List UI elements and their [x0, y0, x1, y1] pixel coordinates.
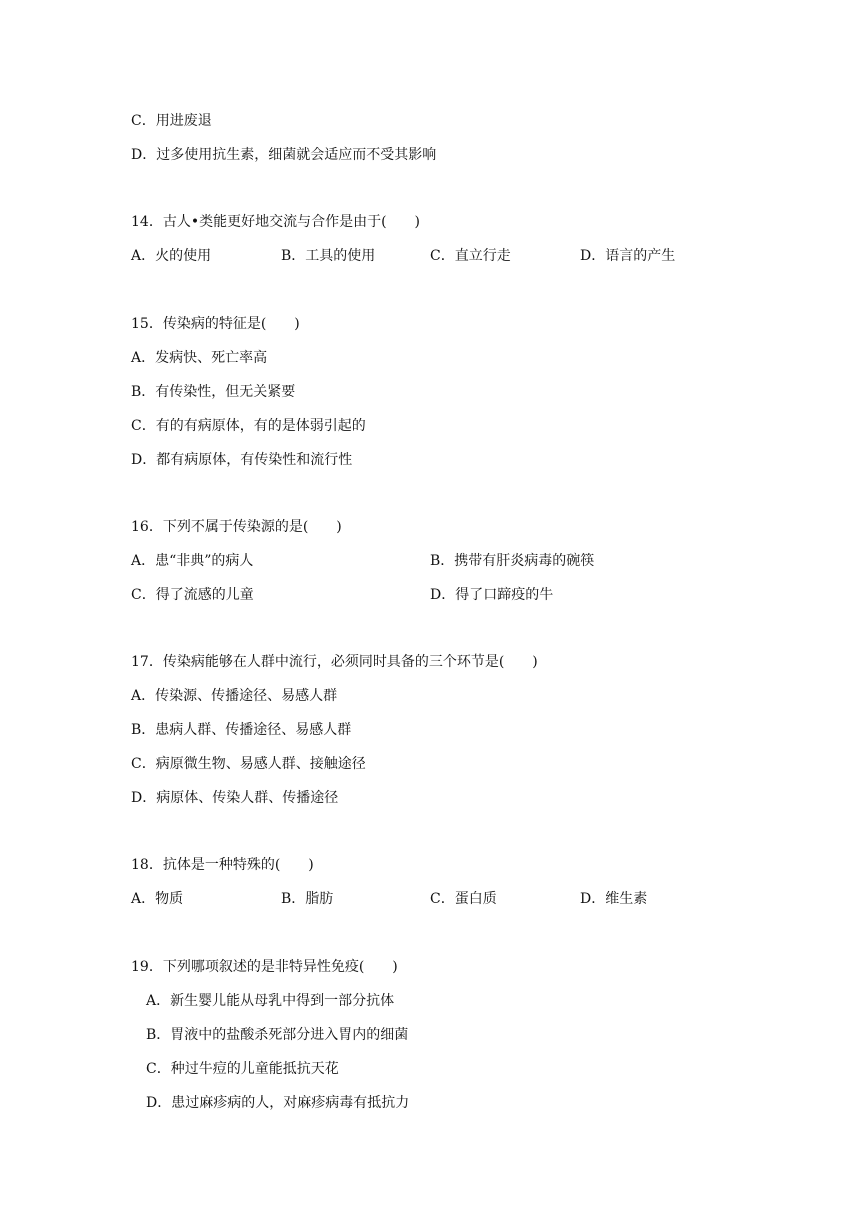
q15-option-a: A．发病快、死亡率高 — [131, 350, 268, 366]
q17-option-b: B．患病人群、传播途径、易感人群 — [131, 722, 352, 738]
q19-option-c: C．种过牛痘的儿童能抵抗天花 — [146, 1061, 339, 1077]
q14-option-d: D．语言的产生 — [580, 248, 676, 264]
q16-stem: 16．下列不属于传染源的是( ) — [131, 519, 342, 535]
q16-option-c: C．得了流感的儿童 — [131, 587, 254, 603]
q17-option-d: D．病原体、传染人群、传播途径 — [131, 790, 339, 806]
q19-option-d: D．患过麻疹病的人，对麻疹病毒有抵抗力 — [146, 1095, 410, 1111]
q19-option-b: B．胃液中的盐酸杀死部分进入胃内的细菌 — [146, 1027, 409, 1043]
q16-option-b: B．携带有肝炎病毒的碗筷 — [430, 553, 595, 569]
q15-option-d: D．都有病原体，有传染性和流行性 — [131, 452, 353, 468]
q13-option-c: C．用进废退 — [131, 113, 212, 129]
q16-option-d: D．得了口蹄疫的牛 — [430, 587, 554, 603]
q18-option-b: B．脂肪 — [281, 891, 334, 907]
q17-option-c: C．病原微生物、易感人群、接触途径 — [131, 756, 366, 772]
q14-option-b: B．工具的使用 — [281, 248, 376, 264]
q17-stem: 17．传染病能够在人群中流行，必须同时具备的三个环节是( ) — [131, 654, 538, 670]
q14-stem: 14．古人•类能更好地交流与合作是由于( ) — [131, 214, 420, 230]
q19-stem: 19．下列哪项叙述的是非特异性免疫( ) — [131, 959, 398, 975]
q14-option-c: C．直立行走 — [430, 248, 511, 264]
q16-option-a: A．患“非典”的病人 — [131, 553, 254, 569]
q18-option-d: D．维生素 — [580, 891, 648, 907]
q14-option-a: A．火的使用 — [131, 248, 212, 264]
q15-option-b: B．有传染性，但无关紧要 — [131, 384, 296, 400]
q18-option-a: A．物质 — [131, 891, 184, 907]
q17-option-a: A．传染源、传播途径、易感人群 — [131, 688, 338, 704]
q19-option-a: A．新生婴儿能从母乳中得到一部分抗体 — [146, 993, 395, 1009]
q18-stem: 18．抗体是一种特殊的( ) — [131, 857, 314, 873]
q18-option-c: C．蛋白质 — [430, 891, 497, 907]
q15-option-c: C．有的有病原体，有的是体弱引起的 — [131, 418, 366, 434]
q15-stem: 15．传染病的特征是( ) — [131, 316, 300, 332]
q13-option-d: D．过多使用抗生素，细菌就会适应而不受其影响 — [131, 147, 437, 163]
